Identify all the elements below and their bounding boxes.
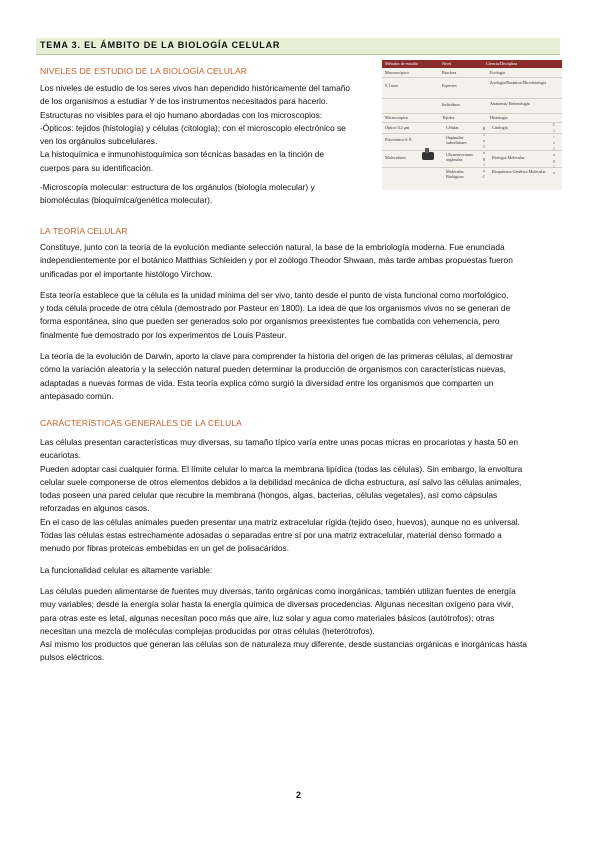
table-row xyxy=(382,69,562,78)
text-line: Las células pueden alimentarse de fuentes muy diversas, tanto orgánicas como inorgánicas, también utilizan fuentes de energía xyxy=(40,585,516,596)
text-line: necesitan una mezcla de moléculas complejas producidas por otras células (heterótrofos). xyxy=(40,625,375,636)
text-line: ven los orgánulos subcelulares. xyxy=(40,136,158,147)
table-cell: Biosfera xyxy=(442,70,457,75)
text-line: adaptadas a nuevas formas de vida. Esta teoría explica cómo surgió la diversidad entre los organismos que comparten un xyxy=(40,377,494,388)
table-cell: Ecología xyxy=(490,70,505,75)
table-cell: Citología xyxy=(492,125,508,130)
table-cell: Orgánulos subcelulares xyxy=(446,135,467,145)
text-line: menudo por fibras proteicas embebidas en un gel de polisacáridos. xyxy=(40,543,290,554)
table-row xyxy=(382,168,562,182)
table-cell: Anatomía/ Embriología xyxy=(490,101,530,106)
text-line: cuerpos para su identificación. xyxy=(40,162,154,173)
text-line: todas poseen una pared celular que recubre la membrana (hongos, algas, bacterias, células vegetales), así como cápsulas xyxy=(40,490,498,501)
text-line: Las células presentan características muy diversas, su tamaño típico varía entre unas pocas micras en procariotas y hasta 50 en xyxy=(40,437,519,447)
section-heading-niveles: NIVELES DE ESTUDIO DE LA BIOLOGÍA CELULAR xyxy=(40,66,248,76)
table-cell: Histología xyxy=(490,115,508,120)
text-line: unificadas por el importante histólogo Virchow. xyxy=(40,268,213,279)
text-line: En el caso de las células animales pueden presentar una matriz extracelular rígida (tejido óseo, huevos), aunque no es universal. xyxy=(40,516,520,527)
text-line: -Microscopía molecular: estructura de los orgánulos (biología molecular) y xyxy=(40,182,315,193)
text-line: Estructuras no visibles para el ojo humano abordadas con los microscopios: xyxy=(40,109,323,120)
table-cell: Microscópico xyxy=(385,115,409,120)
text-line: de los organismos a estudiar Y de los instrumentos necesitados para hacerlo. xyxy=(40,96,328,107)
table-cell: Especies xyxy=(442,83,457,88)
table-row xyxy=(382,123,562,134)
vertical-label-biologia-celular: B i o l o g í a C xyxy=(482,126,486,179)
study-levels-table-figure xyxy=(382,60,562,190)
text-line: La histoquímica e inmunohistoquímica son técnicas basadas en la tinción de xyxy=(40,149,324,160)
section3-text xyxy=(40,436,560,665)
text-line: La funcionalidad celular es altamente variable: xyxy=(40,564,213,575)
text-line: finalmente fue demostrado por los experimentos de Louis Pasteur. xyxy=(40,329,287,340)
table-cell: Individuos xyxy=(442,102,460,107)
table-cell: Tejidos xyxy=(442,115,455,120)
table-row xyxy=(382,134,562,151)
text-line: Constituye, junto con la teoría de la evolución mediante selección natural, la base de la embriología moderna. Fue enunciada xyxy=(40,242,505,252)
text-line: Pueden adoptar casi cualquier forma. El límite celular lo marca la membrana lipídica (todas las células). Sin embargo, la envoltura xyxy=(40,463,523,474)
text-line: La teoría de la evolución de Darwin, aporto la clave para comprender la historia del origen de las primeras células, al demostrar xyxy=(40,351,513,362)
text-line: Los niveles de estudio de los seres vivos han dependido históricamente del tamaño xyxy=(40,83,351,93)
table-header-cell: Ciencia/Disciplina xyxy=(486,61,518,66)
table-header-cell: Nivel xyxy=(442,61,452,66)
table-cell: Ultraestructuras orgánulos xyxy=(446,152,473,162)
text-line: reforzadas en algunos casos. xyxy=(40,503,150,514)
table-row xyxy=(382,114,562,123)
microscope-icon xyxy=(422,152,434,160)
table-row xyxy=(382,151,562,168)
table-row xyxy=(382,99,562,114)
vertical-label-citologia: C i t o l o g í a xyxy=(552,122,556,175)
table-cell: Electrónico 6 Å xyxy=(385,137,412,142)
text-line: antepasado común. xyxy=(40,390,114,401)
page-title: TEMA 3. EL ÁMBITO DE LA BIOLOGÍA CELULAR xyxy=(40,40,281,50)
table-cell: Moleculares xyxy=(385,155,406,160)
table-cell: Zoología/Botánica/Microbiología xyxy=(490,80,547,85)
table-cell: 0,1 mm xyxy=(385,83,398,88)
text-line: eucariotas. xyxy=(40,450,81,461)
text-line: para otras este es letal, algunas necesitan poco más que aire, luz solar y agua como materiales básicos (autótrofos); otras xyxy=(40,612,495,623)
table-header-cell: Métodos de estudio xyxy=(385,61,418,66)
text-line: Así mismo los productos que generan las células son de naturaleza muy diferente, desde sustancias orgánicas e inorgánicas hasta xyxy=(40,639,527,650)
text-line: muy variables; desde la energía solar hasta la energía química de diversas procedencias. Algunas necesitan oxígeno para vivir, xyxy=(40,599,514,610)
text-line: independientemente por el botánico Matthias Schleiden y por el zoólogo Theodor Shwaan, más tarde ambas propuestas fueron xyxy=(40,255,513,266)
text-line: celular suele componerse de otros elementos debidos a la debilidad mecánica de dicha estructura, así salvo las células animales, xyxy=(40,476,522,487)
text-line: forma espontánea, sino que pueden ser generados solo por organismos preexistentes fue combatida con vehemencia, pero xyxy=(40,316,500,327)
text-line: y toda célula procede de otra célula (demostrado por Pasteur en 1800). La idea de que los organismos vivos no se generan de xyxy=(40,303,511,314)
table-header-row xyxy=(382,60,562,68)
table-row xyxy=(382,78,562,99)
text-line: Todas las células estas estrechamente adosadas o separadas entre sí por una matriz extracelular, material denso formado a xyxy=(40,530,502,541)
text-line: pulsos eléctricos. xyxy=(40,652,105,663)
text-line: cómo la variación aleatoria y la selección natural pueden determinar la producción de organismos con características nuevas, xyxy=(40,364,506,375)
table-cell: Células xyxy=(446,125,459,130)
section-heading-teoria-celular: LA TEORÍA CELULAR xyxy=(40,226,128,236)
table-cell: Macroscópico xyxy=(385,70,409,75)
text-line: Esta teoría establece que la célula es la unidad mínima del ser vivo, tanto desde el punto de vista funcional como morfológico, xyxy=(40,289,509,300)
table-cell: Bioquímica Genética Molecular xyxy=(492,169,546,174)
section2-text xyxy=(40,241,560,403)
table-cell: Moléculas Biológicas xyxy=(446,169,464,179)
table-cell: Óptico 0,2 μm xyxy=(385,125,410,130)
page-number: 2 xyxy=(296,790,302,800)
text-line: -Ópticos: tejidos (histología) y células (citología); con el microscopio electrónico se xyxy=(40,122,346,133)
table-cell: Biología Molecular xyxy=(492,155,525,160)
title-bar xyxy=(36,38,560,55)
text-line: biomoléculas (bioquímica/genética molecular). xyxy=(40,195,213,206)
section1-text xyxy=(40,82,375,208)
section-heading-caracteristicas: CARÁCTERÍSTICAS GENERALES DE LA CÉLULA xyxy=(40,418,242,428)
